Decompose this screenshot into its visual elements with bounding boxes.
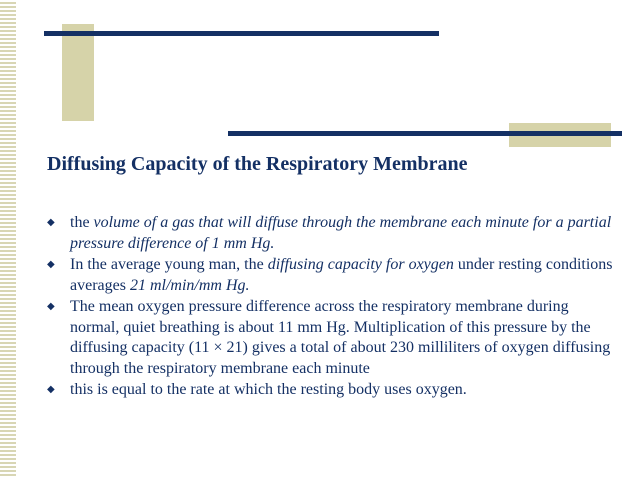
bullet-italic-segment: volume of a gas that will diffuse through the membrane each minute for a partial pressure difference of 1 mm Hg. [70, 214, 612, 252]
bullet-item [47, 213, 619, 254]
bullet-text [70, 255, 619, 296]
diamond-bullet-icon: ◆ [47, 259, 55, 270]
bullet-item [47, 380, 619, 401]
decorative-olive-block-top [62, 24, 94, 121]
slide-title: Diffusing Capacity of the Respiratory Membrane [47, 153, 468, 175]
bullet-text [70, 297, 619, 379]
bullet-italic-segment: diffusing capacity for oxygen [267, 256, 454, 273]
bullet-item [47, 297, 619, 379]
bullet-item [47, 255, 619, 296]
bullet-text-segment: the [70, 214, 94, 231]
bullet-text-segment: The mean oxygen pressure difference across the respiratory membrane during normal, quiet breathing is about 11 mm Hg. Multiplication of this pressure by the diffusing capacity (11 × 21) gives a total of about 230 milliliters of oxygen diffusing through the respiratory membrane each minute [70, 298, 611, 377]
bullet-text [70, 380, 619, 401]
decorative-navy-rule-right [228, 131, 622, 136]
diamond-bullet-icon: ◆ [47, 301, 55, 312]
bullet-text-segment: this is equal to the rate at which the resting body uses oxygen. [70, 381, 467, 398]
diamond-bullet-icon: ◆ [47, 217, 55, 228]
bullet-italic-segment: 21 ml/min/mm Hg. [129, 276, 250, 294]
decorative-navy-rule-top [44, 31, 439, 36]
bullet-text-segment: In the average young man, the [70, 256, 268, 273]
decorative-stripes [0, 0, 16, 478]
bullet-text-segment: under resting conditions averages [70, 256, 613, 294]
diamond-bullet-icon: ◆ [47, 384, 55, 395]
bullet-text [70, 213, 619, 254]
bullet-list [47, 213, 619, 402]
